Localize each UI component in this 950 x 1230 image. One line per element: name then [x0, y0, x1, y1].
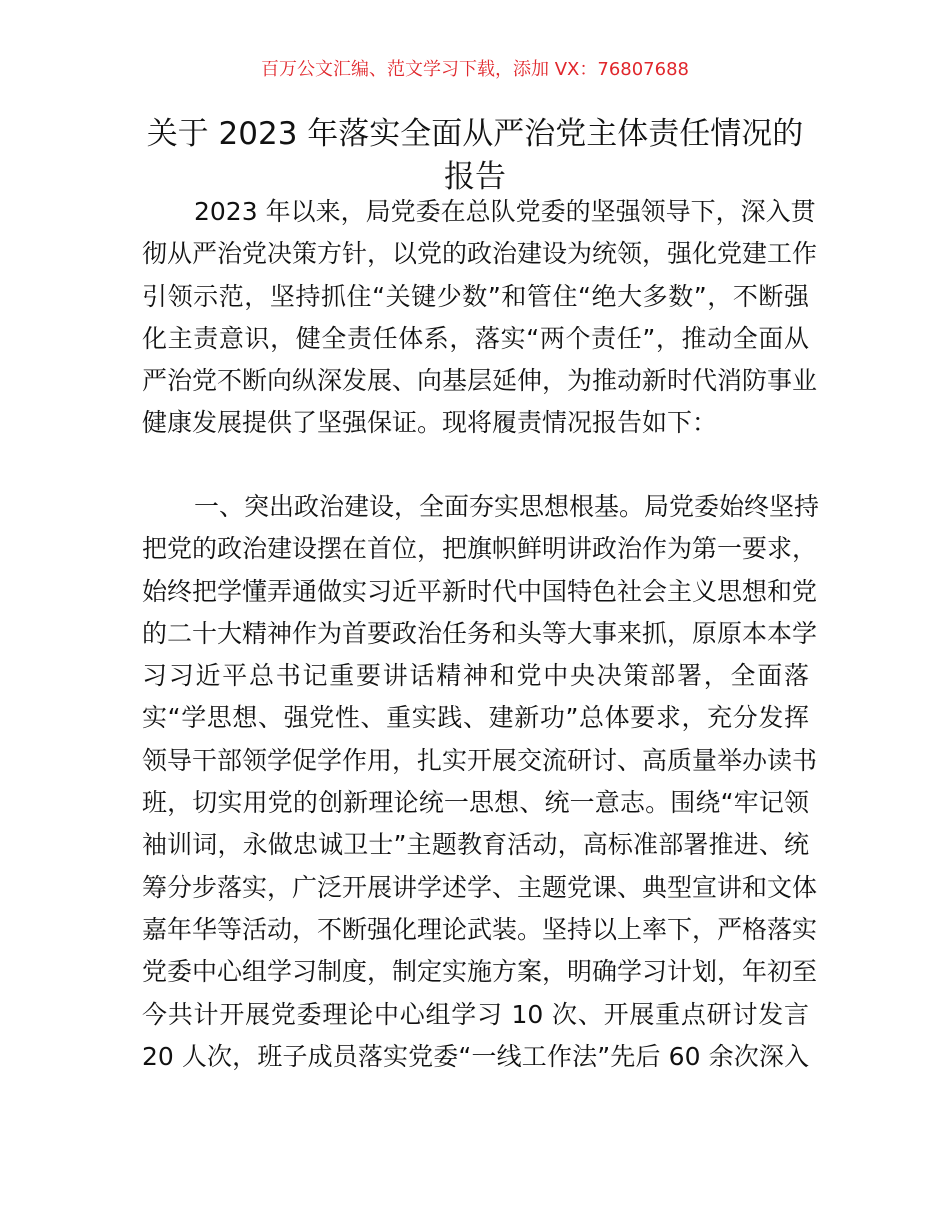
text-line: 领导干部领学促学作用，扎实开展交流研讨、高质量举办读书	[142, 745, 818, 775]
text-line: 严治党不断向纵深发展、向基层延伸，为推动新时代消防事业	[142, 366, 818, 396]
text-line: 筹分步落实，广泛开展讲学述学、主题党课、典型宣讲和文体	[142, 872, 818, 902]
text-line: 一、突出政治建设，全面夯实思想根基。局党委始终坚持	[194, 492, 820, 521]
text-line: 袖训词，永做忠诚卫士”主题教育活动，高标准部署推进、统	[142, 830, 809, 860]
text-line: 把党的政治建设摆在首位，把旗帜鲜明讲政治作为第一要求，	[142, 534, 818, 564]
paragraph-section-1	[142, 486, 820, 1078]
text-line: 始终把学懂弄通做实习近平新时代中国特色社会主义思想和党	[142, 576, 818, 606]
text-line: 健康发展提供了坚强保证。现将履责情况报告如下：	[142, 408, 718, 438]
text-line: 彻从严治党决策方针，以党的政治建设为统领，强化党建工作	[142, 239, 818, 269]
text-line: 引领示范，坚持抓住“关键少数”和管住“绝大多数”，不断强	[142, 281, 809, 311]
text-line: 实“学思想、强党性、重实践、建新功”总体要求，充分发挥	[142, 703, 809, 733]
document-title	[130, 113, 820, 199]
text-line: 今共计开展党委理论中心组学习 10 次、开展重点研讨发言	[142, 999, 809, 1029]
watermark-header: 百万公文汇编、范文学习下载，添加 VX：76807688	[261, 59, 689, 80]
text-line: 2023 年以来，局党委在总队党委的坚强领导下，深入贯	[194, 197, 816, 226]
text-line: 嘉年华等活动，不断强化理论武装。坚持以上率下，严格落实	[142, 914, 818, 944]
title-line-2: 报告	[444, 159, 506, 195]
paragraph-intro	[142, 191, 818, 445]
title-line-1: 关于 2023 年落实全面从严治党主体责任情况的	[146, 116, 804, 152]
text-line: 班，切实用党的创新理论统一思想、统一意志。围绕“牢记领	[142, 788, 809, 818]
text-line: 20 人次，班子成员落实党委“一线工作法”先后 60 余次深入	[142, 1041, 809, 1071]
text-line: 化主责意识，健全责任体系，落实“两个责任”，推动全面从	[142, 323, 809, 353]
text-line: 的二十大精神作为首要政治任务和头等大事来抓，原原本本学	[142, 618, 818, 648]
text-line: 党委中心组学习制度，制定实施方案，明确学习计划，年初至	[142, 957, 818, 987]
text-line: 习习近平总书记重要讲话精神和党中央决策部署，全面落	[142, 661, 809, 691]
